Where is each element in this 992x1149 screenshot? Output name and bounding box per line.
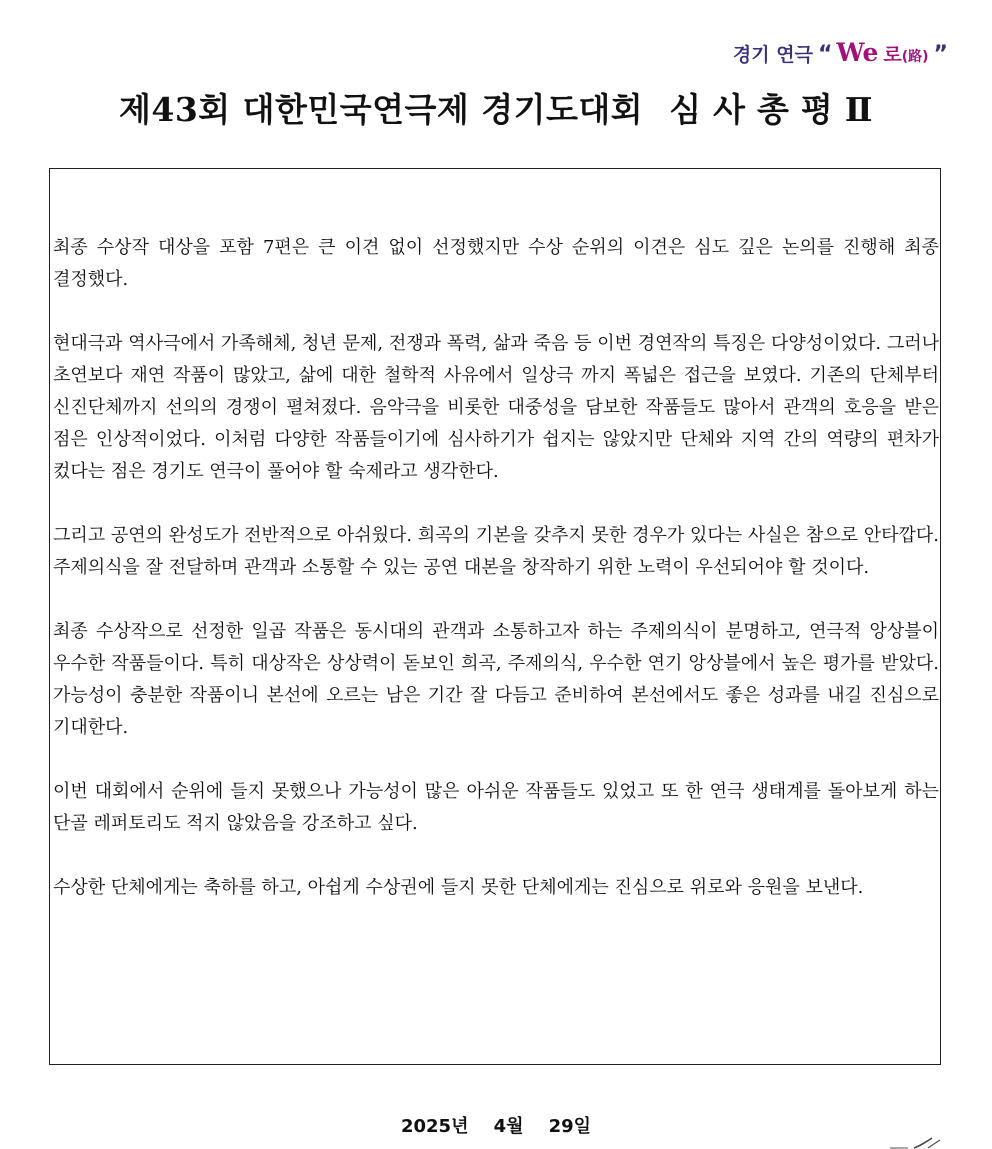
review-paragraph-5: 이번 대회에서 순위에 들지 못했으나 가능성이 많은 아쉬운 작품들도 있었고 또 한 연극 생태계를 돌아보게 하는 단골 레퍼토리도 적지 않았음을 강조하고 싶다. (53, 781, 939, 834)
brand-open-quote: “ (817, 42, 833, 67)
page-title-review: 심사총평 (669, 90, 845, 129)
brand-theatre-text: 경기 연극 (732, 44, 813, 66)
page-title (0, 84, 992, 131)
date-year: 2025년 (400, 1116, 469, 1137)
brand-we-text: We (836, 38, 879, 67)
brand-logo (733, 38, 948, 67)
document-date (0, 1112, 992, 1138)
date-day: 29일 (548, 1116, 591, 1137)
review-paragraph-6: 수상한 단체에게는 축하를 하고, 아쉽게 수상권에 들지 못한 단체에게는 진심으로 위로와 응원을 보낸다. (53, 877, 864, 898)
review-paragraph-4: 최종 수상작으로 선정한 일곱 작품은 동시대의 관객과 소통하고자 하는 주제의식이 분명하고, 연극적 앙상블이 우수한 작품들이다. 특히 대상작은 상상력이 돋보인 희곡, 주제의식, 우수한 연기 앙상블에서 높은 평가를 받았다. 가능성이 충분한 작품이니 본선에 오르는 남은 기간 잘 다듬고 준비하여 본선에서도 좋은 성과를 내길 진심으로 기대한다. (53, 621, 939, 738)
signature-mark (888, 1136, 944, 1149)
review-paragraph-2: 현대극과 역사극에서 가족해체, 청년 문제, 전쟁과 폭력, 삶과 죽음 등 이번 경연작의 특징은 다양성이었다. 그러나 초연보다 재연 작품이 많았고, 삶에 대한 철학적 사유에서 일상극 까지 폭넓은 접근을 보였다. 기존의 단체부터 신진단체까지 선의의 경쟁이 펼쳐졌다. 음악극을 비롯한 대중성을 담보한 작품들도 많아서 관객의 호응을 받은 점은 인상적이었다. 이처럼 다양한 작품들이기에 심사하기가 쉽지는 않았지만 단체와 지역 간의 역량의 편차가 컸다는 점은 경기도 연극이 풀어야 할 숙제라고 생각한다. (53, 333, 939, 482)
brand-close-quote: ” (933, 42, 948, 67)
brand-ro-hanja: (路) (901, 49, 929, 65)
page-title-numeral: Ⅱ (844, 90, 874, 129)
brand-ro-text: 로 (883, 44, 902, 66)
date-month: 4월 (493, 1116, 524, 1137)
page-title-main: 제43회 대한민국연극제 경기도대회 (118, 90, 644, 129)
review-paragraph-3: 그리고 공연의 완성도가 전반적으로 아쉬웠다. 희곡의 기본을 갖추지 못한 경우가 있다는 사실은 참으로 안타깝다. 주제의식을 잘 전달하며 관객과 소통할 수 있는 공연 대본을 창작하기 위한 노력이 우선되어야 할 것이다. (53, 525, 939, 578)
review-paragraph-1: 최종 수상작 대상을 포함 7편은 큰 이견 없이 선정했지만 수상 순위의 이견은 심도 깊은 논의를 진행해 최종 결정했다. (53, 237, 939, 290)
review-body (53, 232, 939, 936)
